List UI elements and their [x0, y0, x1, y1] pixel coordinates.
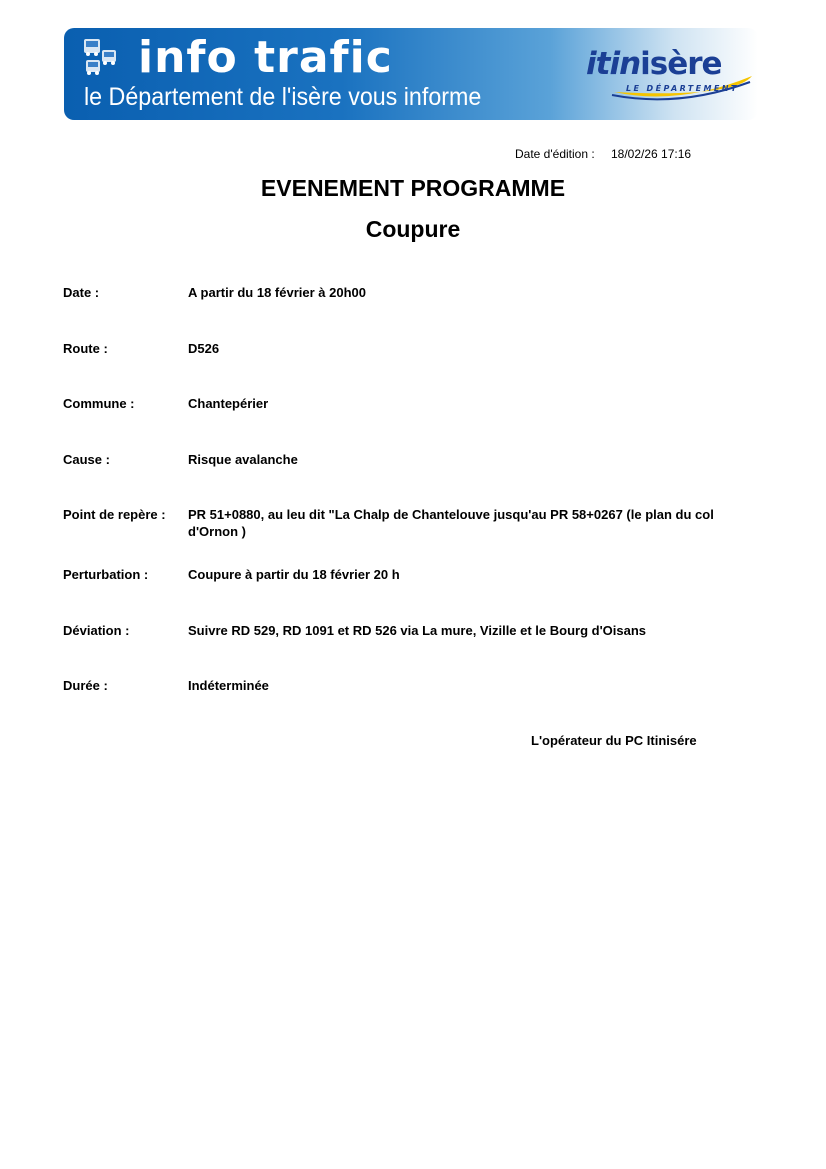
page-title-text: EVENEMENT PROGRAMME	[260, 175, 566, 201]
edition-date	[515, 147, 691, 161]
operator-signature: L'opérateur du PC Itinisére	[531, 733, 697, 748]
field-label: Commune :	[63, 396, 135, 411]
field-value: D526	[188, 341, 220, 356]
field-label: Route :	[63, 341, 108, 356]
field-value: Risque avalanche	[188, 452, 298, 467]
field-label: Durée :	[63, 678, 108, 693]
edition-date-label: Date d'édition :	[515, 147, 595, 161]
edition-date-value: 18/02/26 17:16	[611, 147, 692, 161]
logo-wordmark	[586, 46, 722, 82]
event-type-title: Coupure	[365, 216, 461, 242]
field-value: Chantepérier	[188, 396, 269, 411]
itinisere-logo	[584, 42, 754, 106]
field-value: Coupure à partir du 18 février 20 h	[188, 567, 400, 582]
field-value: A partir du 18 février à 20h00	[188, 285, 366, 300]
logo-subtitle: LE DÉPARTEMENT	[626, 84, 739, 93]
page-title	[0, 175, 826, 202]
info-trafic-banner	[64, 28, 758, 120]
field-label: Déviation :	[63, 623, 130, 638]
field-value: Suivre RD 529, RD 1091 et RD 526 via La mure, Vizille et le Bourg d'Oisans	[188, 623, 647, 638]
field-label: Point de repère :	[63, 507, 166, 522]
field-value: Indéterminée	[188, 678, 269, 693]
banner-subtitle: le Département de l'isère vous informe	[84, 83, 482, 111]
banner-title: info trafic	[138, 32, 393, 83]
logo-part-isere: isère	[640, 46, 722, 82]
field-label: Date :	[63, 285, 100, 300]
field-label: Perturbation :	[63, 567, 149, 582]
traffic-vehicles-icon	[82, 36, 124, 80]
field-value: PR 51+0880, au leu dit "La Chalp de Chantelouve jusqu'au PR 58+0267 (le plan du col d'Ornon )	[188, 507, 714, 539]
logo-part-itin: itin	[586, 46, 641, 82]
field-label: Cause :	[63, 452, 110, 467]
